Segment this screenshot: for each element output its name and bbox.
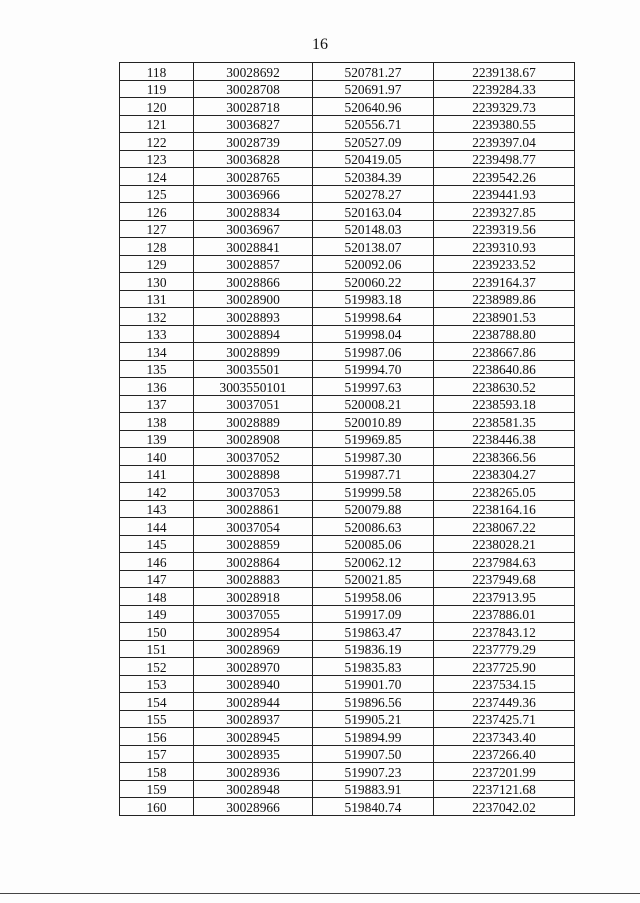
y-coordinate-cell: 2237843.12: [434, 623, 575, 641]
row-number-cell: 153: [120, 675, 194, 693]
row-number-cell: 149: [120, 605, 194, 623]
y-coordinate-cell: 2237042.02: [434, 798, 575, 816]
point-code-cell: 30028936: [194, 763, 313, 781]
table-row: [120, 535, 575, 553]
x-coordinate-cell: 519863.47: [313, 623, 434, 641]
y-coordinate-cell: 2239441.93: [434, 185, 575, 203]
x-coordinate-cell: 520021.85: [313, 570, 434, 588]
row-number-cell: 146: [120, 553, 194, 571]
y-coordinate-cell: 2239233.52: [434, 255, 575, 273]
row-number-cell: 145: [120, 535, 194, 553]
y-coordinate-cell: 2238366.56: [434, 448, 575, 466]
table-row: [120, 553, 575, 571]
x-coordinate-cell: 519840.74: [313, 798, 434, 816]
y-coordinate-cell: 2238667.86: [434, 343, 575, 361]
x-coordinate-cell: 519907.23: [313, 763, 434, 781]
y-coordinate-cell: 2237725.90: [434, 658, 575, 676]
y-coordinate-cell: 2237779.29: [434, 640, 575, 658]
row-number-cell: 131: [120, 290, 194, 308]
point-code-cell: 30028894: [194, 325, 313, 343]
y-coordinate-cell: 2238304.27: [434, 465, 575, 483]
table-row: [120, 395, 575, 413]
table-row: [120, 675, 575, 693]
x-coordinate-cell: 519905.21: [313, 710, 434, 728]
table-row: [120, 780, 575, 798]
row-number-cell: 132: [120, 308, 194, 326]
x-coordinate-cell: 520278.27: [313, 185, 434, 203]
y-coordinate-cell: 2237201.99: [434, 763, 575, 781]
point-code-cell: 30028765: [194, 168, 313, 186]
row-number-cell: 134: [120, 343, 194, 361]
row-number-cell: 138: [120, 413, 194, 431]
table-row: [120, 518, 575, 536]
row-number-cell: 158: [120, 763, 194, 781]
row-number-cell: 150: [120, 623, 194, 641]
y-coordinate-cell: 2237886.01: [434, 605, 575, 623]
row-number-cell: 122: [120, 133, 194, 151]
x-coordinate-cell: 520085.06: [313, 535, 434, 553]
x-coordinate-cell: 520148.03: [313, 220, 434, 238]
y-coordinate-cell: 2239329.73: [434, 98, 575, 116]
row-number-cell: 156: [120, 728, 194, 746]
y-coordinate-cell: 2239310.93: [434, 238, 575, 256]
point-code-cell: 30028935: [194, 745, 313, 763]
y-coordinate-cell: 2238446.38: [434, 430, 575, 448]
x-coordinate-cell: 519883.91: [313, 780, 434, 798]
table-row: [120, 308, 575, 326]
point-code-cell: 30028948: [194, 780, 313, 798]
row-number-cell: 120: [120, 98, 194, 116]
point-code-cell: 30028966: [194, 798, 313, 816]
y-coordinate-cell: 2237949.68: [434, 570, 575, 588]
point-code-cell: 30028739: [194, 133, 313, 151]
row-number-cell: 140: [120, 448, 194, 466]
table-row: [120, 483, 575, 501]
table-row: [120, 115, 575, 133]
point-code-cell: 30028954: [194, 623, 313, 641]
point-code-cell: 30028841: [194, 238, 313, 256]
table-row: [120, 63, 575, 81]
point-code-cell: 30028944: [194, 693, 313, 711]
point-code-cell: 30028861: [194, 500, 313, 518]
x-coordinate-cell: 520691.97: [313, 80, 434, 98]
table-row: [120, 605, 575, 623]
table-row: [120, 220, 575, 238]
row-number-cell: 148: [120, 588, 194, 606]
y-coordinate-cell: 2237913.95: [434, 588, 575, 606]
x-coordinate-cell: 520086.63: [313, 518, 434, 536]
point-code-cell: 30037055: [194, 605, 313, 623]
x-coordinate-cell: 519835.83: [313, 658, 434, 676]
point-code-cell: 30028940: [194, 675, 313, 693]
point-code-cell: 30028708: [194, 80, 313, 98]
row-number-cell: 135: [120, 360, 194, 378]
x-coordinate-cell: 519994.70: [313, 360, 434, 378]
y-coordinate-cell: 2239327.85: [434, 203, 575, 221]
coordinates-table: [119, 62, 575, 816]
row-number-cell: 141: [120, 465, 194, 483]
y-coordinate-cell: 2237343.40: [434, 728, 575, 746]
row-number-cell: 155: [120, 710, 194, 728]
x-coordinate-cell: 519901.70: [313, 675, 434, 693]
y-coordinate-cell: 2237449.36: [434, 693, 575, 711]
row-number-cell: 157: [120, 745, 194, 763]
y-coordinate-cell: 2239397.04: [434, 133, 575, 151]
point-code-cell: 30028889: [194, 413, 313, 431]
point-code-cell: 30036967: [194, 220, 313, 238]
point-code-cell: 30035501: [194, 360, 313, 378]
y-coordinate-cell: 2238901.53: [434, 308, 575, 326]
point-code-cell: 30036827: [194, 115, 313, 133]
table-row: [120, 168, 575, 186]
table-row: [120, 343, 575, 361]
x-coordinate-cell: 519917.09: [313, 605, 434, 623]
x-coordinate-cell: 519987.30: [313, 448, 434, 466]
y-coordinate-cell: 2239138.67: [434, 63, 575, 81]
row-number-cell: 129: [120, 255, 194, 273]
x-coordinate-cell: 519983.18: [313, 290, 434, 308]
y-coordinate-cell: 2237266.40: [434, 745, 575, 763]
x-coordinate-cell: 520008.21: [313, 395, 434, 413]
table-row: [120, 150, 575, 168]
y-coordinate-cell: 2239380.55: [434, 115, 575, 133]
table-row: [120, 693, 575, 711]
x-coordinate-cell: 520419.05: [313, 150, 434, 168]
row-number-cell: 136: [120, 378, 194, 396]
row-number-cell: 143: [120, 500, 194, 518]
y-coordinate-cell: 2239498.77: [434, 150, 575, 168]
y-coordinate-cell: 2237984.63: [434, 553, 575, 571]
table-row: [120, 448, 575, 466]
y-coordinate-cell: 2238067.22: [434, 518, 575, 536]
x-coordinate-cell: 520163.04: [313, 203, 434, 221]
y-coordinate-cell: 2237534.15: [434, 675, 575, 693]
table-row: [120, 763, 575, 781]
x-coordinate-cell: 519987.06: [313, 343, 434, 361]
x-coordinate-cell: 520640.96: [313, 98, 434, 116]
y-coordinate-cell: 2238164.16: [434, 500, 575, 518]
table-row: [120, 658, 575, 676]
point-code-cell: 30028864: [194, 553, 313, 571]
point-code-cell: 30028918: [194, 588, 313, 606]
point-code-cell: 30028857: [194, 255, 313, 273]
point-code-cell: 30037053: [194, 483, 313, 501]
y-coordinate-cell: 2238593.18: [434, 395, 575, 413]
table-row: [120, 290, 575, 308]
table-row: [120, 185, 575, 203]
x-coordinate-cell: 520079.88: [313, 500, 434, 518]
row-number-cell: 125: [120, 185, 194, 203]
y-coordinate-cell: 2238788.80: [434, 325, 575, 343]
row-number-cell: 124: [120, 168, 194, 186]
table-row: [120, 745, 575, 763]
x-coordinate-cell: 520138.07: [313, 238, 434, 256]
row-number-cell: 121: [120, 115, 194, 133]
y-coordinate-cell: 2237121.68: [434, 780, 575, 798]
table-row: [120, 325, 575, 343]
table-row: [120, 728, 575, 746]
table-row: [120, 360, 575, 378]
x-coordinate-cell: 520781.27: [313, 63, 434, 81]
row-number-cell: 154: [120, 693, 194, 711]
y-coordinate-cell: 2237425.71: [434, 710, 575, 728]
row-number-cell: 160: [120, 798, 194, 816]
row-number-cell: 133: [120, 325, 194, 343]
page-number: 16: [312, 36, 328, 53]
table-row: [120, 98, 575, 116]
point-code-cell: 30028899: [194, 343, 313, 361]
row-number-cell: 159: [120, 780, 194, 798]
point-code-cell: 30037054: [194, 518, 313, 536]
x-coordinate-cell: 519999.58: [313, 483, 434, 501]
y-coordinate-cell: 2238640.86: [434, 360, 575, 378]
x-coordinate-cell: 519997.63: [313, 378, 434, 396]
point-code-cell: 30037052: [194, 448, 313, 466]
point-code-cell: 30028900: [194, 290, 313, 308]
table-row: [120, 378, 575, 396]
x-coordinate-cell: 520062.12: [313, 553, 434, 571]
point-code-cell: 30028859: [194, 535, 313, 553]
table-row: [120, 500, 575, 518]
point-code-cell: 30028692: [194, 63, 313, 81]
table-row: [120, 798, 575, 816]
table-row: [120, 273, 575, 291]
point-code-cell: 30028893: [194, 308, 313, 326]
table-row: [120, 710, 575, 728]
table-body: [120, 63, 575, 816]
point-code-cell: 30036966: [194, 185, 313, 203]
x-coordinate-cell: 520060.22: [313, 273, 434, 291]
x-coordinate-cell: 519998.64: [313, 308, 434, 326]
point-code-cell: 30036828: [194, 150, 313, 168]
point-code-cell: 30028969: [194, 640, 313, 658]
row-number-cell: 119: [120, 80, 194, 98]
x-coordinate-cell: 520092.06: [313, 255, 434, 273]
y-coordinate-cell: 2238581.35: [434, 413, 575, 431]
x-coordinate-cell: 519987.71: [313, 465, 434, 483]
x-coordinate-cell: 520010.89: [313, 413, 434, 431]
x-coordinate-cell: 519907.50: [313, 745, 434, 763]
y-coordinate-cell: 2238028.21: [434, 535, 575, 553]
point-code-cell: 30037051: [194, 395, 313, 413]
table-row: [120, 413, 575, 431]
table-row: [120, 588, 575, 606]
row-number-cell: 123: [120, 150, 194, 168]
row-number-cell: 152: [120, 658, 194, 676]
row-number-cell: 130: [120, 273, 194, 291]
table-row: [120, 640, 575, 658]
x-coordinate-cell: 519969.85: [313, 430, 434, 448]
point-code-cell: 30028718: [194, 98, 313, 116]
x-coordinate-cell: 519896.56: [313, 693, 434, 711]
y-coordinate-cell: 2239542.26: [434, 168, 575, 186]
table-row: [120, 203, 575, 221]
row-number-cell: 144: [120, 518, 194, 536]
point-code-cell: 30028970: [194, 658, 313, 676]
page-bottom-rule: [0, 893, 640, 894]
table-row: [120, 133, 575, 151]
table-row: [120, 255, 575, 273]
point-code-cell: 30028937: [194, 710, 313, 728]
y-coordinate-cell: 2238989.86: [434, 290, 575, 308]
x-coordinate-cell: 519836.19: [313, 640, 434, 658]
row-number-cell: 137: [120, 395, 194, 413]
point-code-cell: 3003550101: [194, 378, 313, 396]
x-coordinate-cell: 519958.06: [313, 588, 434, 606]
table-row: [120, 238, 575, 256]
row-number-cell: 151: [120, 640, 194, 658]
point-code-cell: 30028834: [194, 203, 313, 221]
row-number-cell: 147: [120, 570, 194, 588]
y-coordinate-cell: 2238265.05: [434, 483, 575, 501]
y-coordinate-cell: 2239164.37: [434, 273, 575, 291]
row-number-cell: 126: [120, 203, 194, 221]
point-code-cell: 30028898: [194, 465, 313, 483]
row-number-cell: 128: [120, 238, 194, 256]
y-coordinate-cell: 2238630.52: [434, 378, 575, 396]
row-number-cell: 127: [120, 220, 194, 238]
row-number-cell: 118: [120, 63, 194, 81]
table-row: [120, 623, 575, 641]
x-coordinate-cell: 520556.71: [313, 115, 434, 133]
y-coordinate-cell: 2239319.56: [434, 220, 575, 238]
table-row: [120, 430, 575, 448]
x-coordinate-cell: 519894.99: [313, 728, 434, 746]
x-coordinate-cell: 519998.04: [313, 325, 434, 343]
point-code-cell: 30028866: [194, 273, 313, 291]
row-number-cell: 142: [120, 483, 194, 501]
point-code-cell: 30028883: [194, 570, 313, 588]
point-code-cell: 30028945: [194, 728, 313, 746]
y-coordinate-cell: 2239284.33: [434, 80, 575, 98]
x-coordinate-cell: 520527.09: [313, 133, 434, 151]
row-number-cell: 139: [120, 430, 194, 448]
table-row: [120, 80, 575, 98]
x-coordinate-cell: 520384.39: [313, 168, 434, 186]
point-code-cell: 30028908: [194, 430, 313, 448]
table-row: [120, 465, 575, 483]
table-row: [120, 570, 575, 588]
